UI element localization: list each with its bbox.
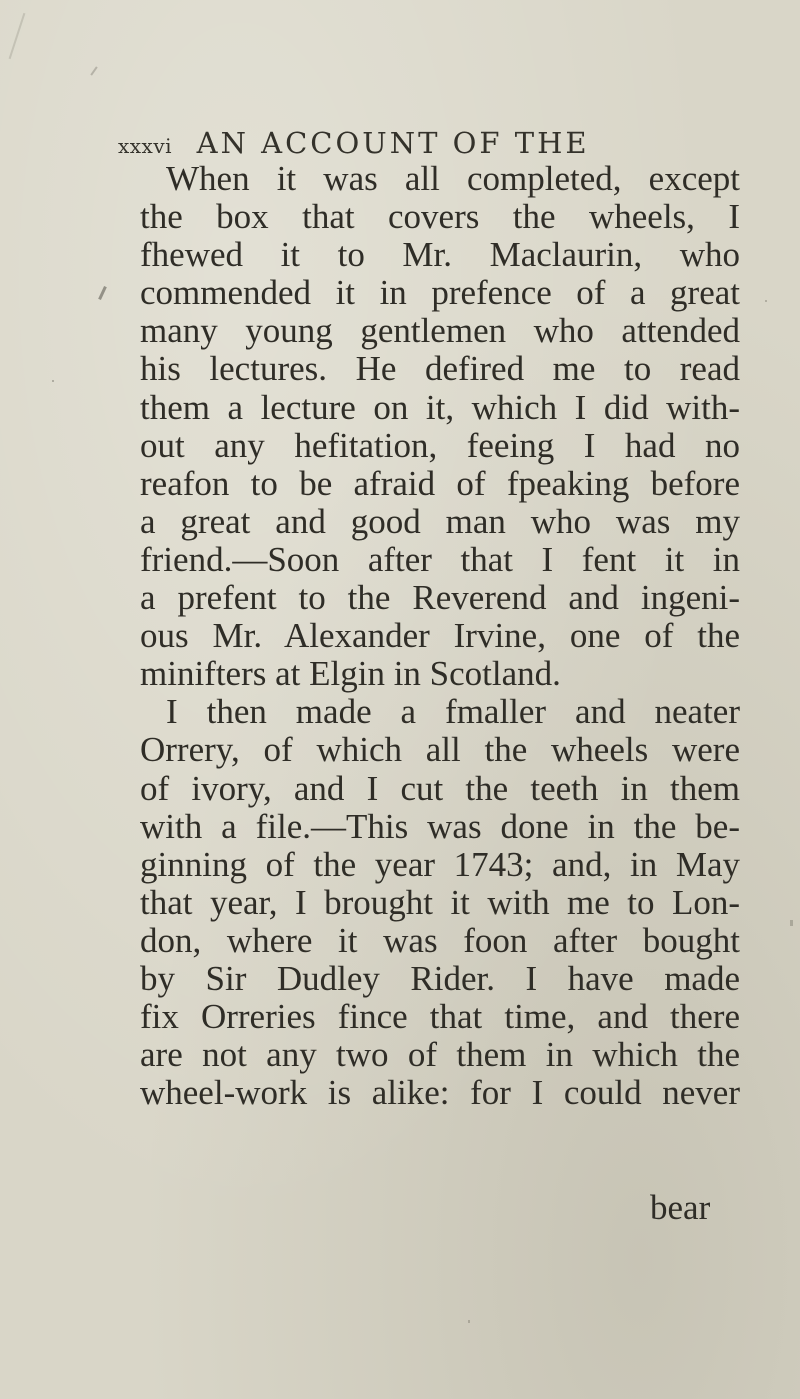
text-line: are not any two of them in which the [140, 1035, 740, 1075]
text-line: I then made a fmaller and neater [166, 692, 740, 732]
text-line: with a file.—This was done in the be- [140, 806, 740, 846]
text-line: Orrery, of which all the wheels were [140, 730, 740, 770]
text-line: commended it in prefence of a great [140, 273, 740, 313]
text-line: the box that covers the wheels, I [140, 197, 740, 237]
body-text [140, 160, 740, 1112]
paper-speck [52, 380, 54, 382]
paper-speck [9, 13, 26, 59]
text-line: reafon to be afraid of fpeaking before [140, 463, 740, 503]
text-line: ginning of the year 1743; and, in May [140, 844, 740, 884]
paper-speck [765, 300, 767, 302]
text-line: fix Orreries fince that time, and there [140, 997, 740, 1037]
paper-speck [90, 66, 97, 75]
text-line: them a lecture on it, which I did with- [140, 387, 740, 427]
paper-speck [790, 920, 793, 926]
text-line: friend.—Soon after that I fent it in [140, 539, 740, 579]
running-head-title: AN ACCOUNT OF THE [196, 126, 590, 160]
text-line: When it was all completed, except [166, 159, 740, 198]
paper-speck [98, 286, 107, 300]
paper-speck [468, 1320, 470, 1323]
text-line: don, where it was foon after bought [140, 920, 740, 960]
text-line: that year, I brought it with me to Lon- [140, 882, 740, 922]
text-line: by Sir Dudley Rider. I have made [140, 958, 740, 998]
text-line: many young gentlemen who attended [140, 311, 740, 351]
paragraph-2 [140, 693, 740, 1112]
text-line: of ivory, and I cut the teeth in them [140, 768, 740, 808]
text-line: a prefent to the Reverend and ingeni- [140, 578, 740, 618]
text-line: wheel-work is alike: for I could never [140, 1073, 740, 1113]
text-line: minifters at Elgin in Scotland. [140, 654, 561, 694]
text-line: fhewed it to Mr. Maclaurin, who [140, 235, 740, 275]
text-line: ous Mr. Alexander Irvine, one of the [140, 616, 740, 656]
paragraph-1 [140, 160, 740, 693]
catchword: bear [650, 1188, 711, 1227]
page-number: xxxvi [118, 134, 173, 158]
text-line: his lectures. He defired me to read [140, 349, 740, 389]
text-line: out any hefitation, feeing I had no [140, 425, 740, 465]
text-line: a great and good man who was my [140, 501, 740, 541]
